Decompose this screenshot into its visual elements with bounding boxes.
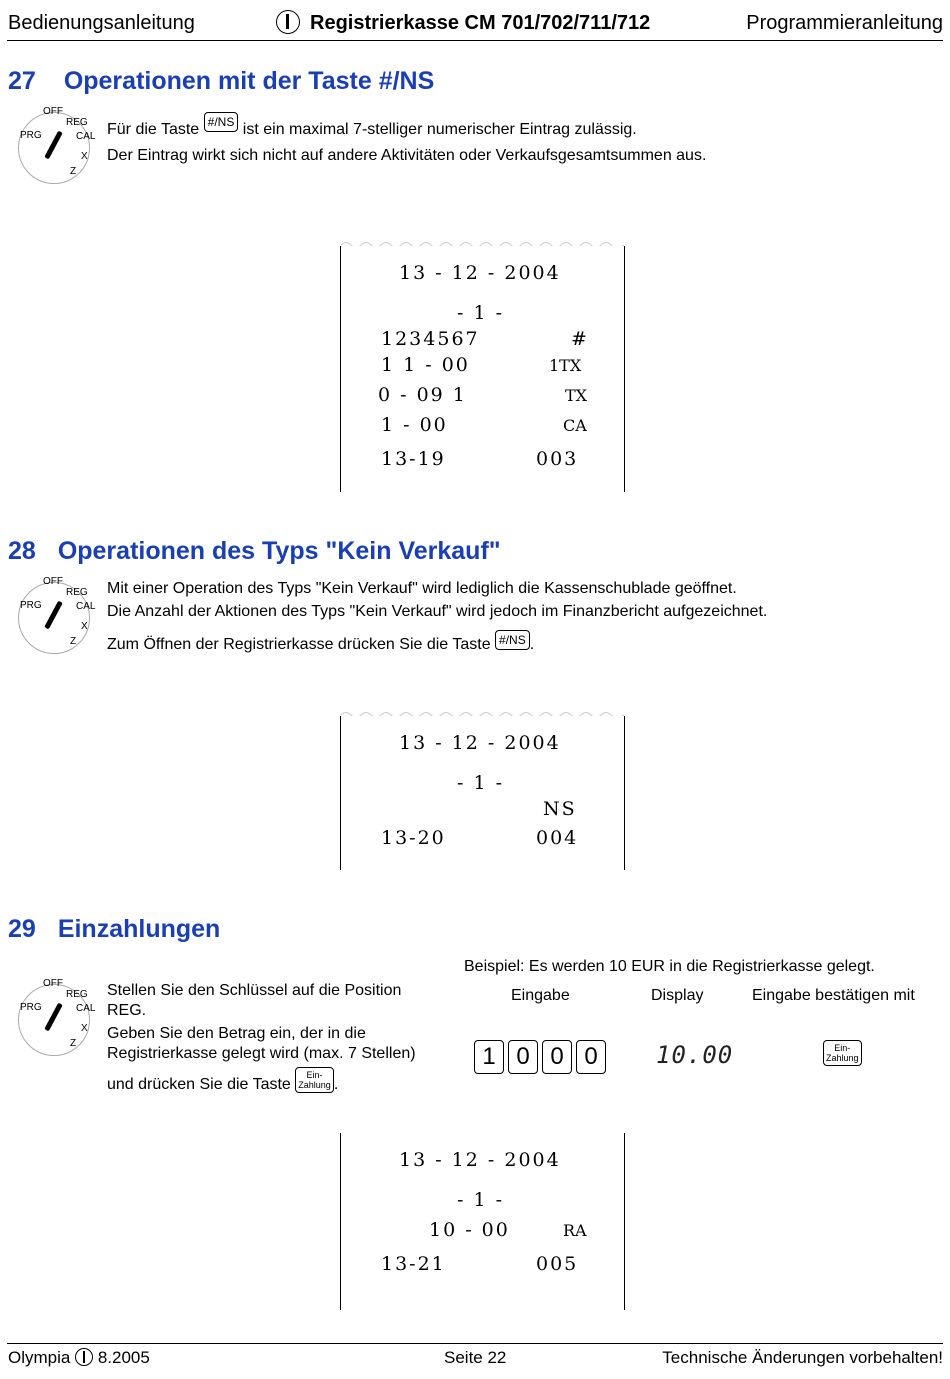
key-1-icon: 1 bbox=[474, 1040, 504, 1074]
section-number: 27 bbox=[8, 67, 36, 95]
receipt-28 bbox=[340, 716, 625, 870]
section-heading: Operationen mit der Taste #/NS bbox=[63, 67, 435, 95]
receipt-row-left: 13-19 bbox=[381, 448, 446, 470]
receipt-row-left: 13-21 bbox=[381, 1253, 446, 1275]
footer-brand: Olympia bbox=[8, 1348, 71, 1367]
section-29-line4: Registrierkasse gelegt wird (max. 7 Stellen) bbox=[107, 1045, 416, 1062]
ns-key-icon: #/NS bbox=[204, 112, 239, 132]
column-confirm: Eingabe bestätigen mit bbox=[752, 987, 915, 1004]
section-number: 28 bbox=[8, 537, 36, 565]
footer-page: Seite 22 bbox=[444, 1348, 507, 1367]
header-left: Bedienungsanleitung bbox=[8, 12, 195, 34]
receipt-row-left: 1234567 bbox=[381, 328, 480, 350]
example-title: Beispiel: Es werden 10 EUR in die Registrierkasse gelegt. bbox=[464, 958, 875, 975]
display-readout: 10.00 bbox=[656, 1041, 734, 1069]
key-position-dial-icon: OFF REG PRG CAL X Z bbox=[8, 574, 88, 656]
receipt-row-left: 1 1 - 00 bbox=[381, 354, 470, 376]
receipt-amount-code: RA bbox=[563, 1221, 587, 1240]
section-28-line3: Zum Öffnen der Registrierkasse drücken Sie die Taste #/NS . bbox=[107, 634, 534, 656]
input-keys bbox=[474, 1040, 610, 1074]
receipt-row-right: TX bbox=[565, 386, 588, 405]
footer-rule bbox=[7, 1343, 943, 1344]
section-29-line1: Stellen Sie den Schlüssel auf die Position bbox=[107, 982, 402, 999]
section-27-line2: Der Eintrag wirkt sich nicht auf andere Aktivitäten oder Verkaufsgesamtsummen aus. bbox=[107, 147, 707, 164]
receipt-27 bbox=[340, 246, 625, 492]
receipt-row-left: 0 - 09 1 bbox=[378, 384, 467, 406]
key-0-icon: 0 bbox=[508, 1040, 538, 1074]
receipt-date: 13 - 12 - 2004 bbox=[399, 262, 561, 284]
receipt-clerk: - 1 - bbox=[457, 772, 505, 794]
olympia-logo-icon bbox=[276, 10, 300, 34]
column-input: Eingabe bbox=[511, 987, 570, 1004]
receipt-row-right: 003 bbox=[536, 448, 579, 470]
receipt-row-right: 005 bbox=[536, 1253, 579, 1275]
key-0-icon: 0 bbox=[576, 1040, 606, 1074]
footer-date: 8.2005 bbox=[97, 1348, 150, 1367]
receipt-clerk: - 1 - bbox=[457, 302, 505, 324]
key-position-dial-icon: OFF REG PRG CAL X Z bbox=[8, 976, 88, 1058]
receipt-date: 13 - 12 - 2004 bbox=[399, 1149, 561, 1171]
section-27-line1: Für die Taste #/NS ist ein maximal 7-stelliger numerischer Eintrag zulässig. bbox=[107, 119, 637, 141]
section-28-line1: Mit einer Operation des Typs "Kein Verkauf" wird lediglich die Kassenschublade geöffnet. bbox=[107, 580, 737, 597]
receipt-ns: NS bbox=[543, 798, 577, 820]
deposit-key-icon: Ein- Zahlung bbox=[295, 1067, 334, 1093]
receipt-date: 13 - 12 - 2004 bbox=[399, 732, 561, 754]
header-right: Programmieranleitung bbox=[746, 12, 943, 34]
receipt-row-left: 13-20 bbox=[381, 827, 446, 849]
receipt-clerk: - 1 - bbox=[457, 1189, 505, 1211]
receipt-29 bbox=[340, 1133, 625, 1310]
deposit-key-icon: Ein- Zahlung bbox=[823, 1040, 862, 1066]
section-27-title bbox=[8, 67, 434, 96]
receipt-row-left: 1 - 00 bbox=[381, 414, 448, 436]
receipt-row-right: 1TX bbox=[549, 356, 582, 375]
olympia-logo-icon bbox=[75, 1348, 93, 1366]
footer-note: Technische Änderungen vorbehalten! bbox=[662, 1348, 943, 1367]
header-title: Registrierkasse CM 701/702/711/712 bbox=[310, 12, 651, 34]
section-28-line2: Die Anzahl der Aktionen des Typs "Kein Verkauf" wird jedoch im Finanzbericht aufgezeichnet. bbox=[107, 603, 768, 620]
section-29-line5: und drücken Sie die Taste Ein- Zahlung . bbox=[107, 1072, 338, 1098]
column-display: Display bbox=[651, 987, 704, 1004]
receipt-row-right: # bbox=[571, 328, 589, 350]
receipt-amount: 10 - 00 bbox=[429, 1219, 510, 1241]
receipt-row-right: CA bbox=[563, 416, 587, 435]
section-29-line3: Geben Sie den Betrag ein, der in die bbox=[107, 1025, 366, 1042]
key-position-dial-icon: OFF REG PRG CAL X Z bbox=[8, 104, 88, 186]
section-heading: Operationen des Typs "Kein Verkauf" bbox=[57, 537, 501, 565]
section-number: 29 bbox=[8, 915, 36, 943]
footer-left bbox=[8, 1348, 150, 1368]
key-0-icon: 0 bbox=[542, 1040, 572, 1074]
section-29-line2: REG. bbox=[107, 1002, 147, 1019]
section-28-title bbox=[8, 537, 501, 566]
header-rule bbox=[7, 40, 943, 41]
receipt-row-right: 004 bbox=[536, 827, 579, 849]
section-heading: Einzahlungen bbox=[57, 915, 221, 943]
ns-key-icon: #/NS bbox=[495, 630, 530, 650]
section-29-title bbox=[8, 915, 220, 944]
